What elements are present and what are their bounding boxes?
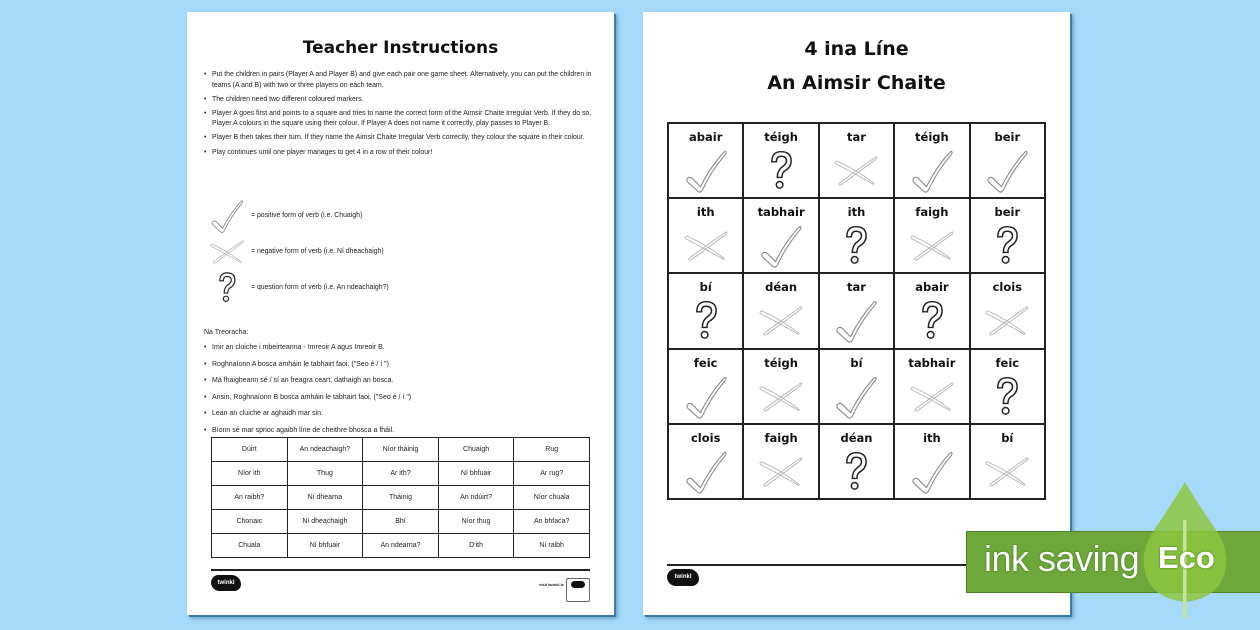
irish-instruction-item: • Má fhaigheann sé / sí an freagra ceart, dathaigh an bosca. (204, 376, 411, 386)
verb-label: clois (690, 430, 721, 445)
instruction-item: • Play continues until one player manages to get 4 in a row of their colour! (204, 148, 597, 159)
grid-cell (819, 424, 894, 499)
cross-icon (909, 223, 955, 269)
cross-icon (683, 223, 729, 269)
table-cell: Níor thug (438, 510, 514, 534)
grid-cell (894, 349, 969, 424)
grid-cell (668, 273, 743, 348)
table-cell: Chuaigh (438, 438, 514, 462)
table-row (212, 462, 590, 486)
verb-label: ith (847, 205, 866, 220)
verb-label: téigh (764, 130, 798, 144)
table-cell: Thug (287, 462, 363, 486)
table-cell: Níor chuala (514, 486, 590, 510)
instruction-item: • Player B then takes their turn. If they name the Aimsir Chaite Irregular Verb correctly, they colour the square in their colour. (204, 133, 597, 144)
verb-label: déan (840, 430, 873, 445)
cross-icon (984, 449, 1030, 495)
tick-icon (833, 374, 879, 420)
grid-cell (668, 198, 743, 273)
verb-label: ith (696, 205, 715, 220)
tick-icon (683, 449, 729, 495)
verb-label: téigh (764, 355, 798, 370)
twinkl-logo: twinkl (211, 575, 241, 591)
tick-icon (683, 374, 729, 420)
table-cell: Níor ith (212, 462, 288, 486)
grid-cell (819, 198, 894, 273)
verb-label: beir (994, 130, 1021, 144)
table-cell: Ní bhfuair (438, 462, 514, 486)
verb-label: déan (765, 280, 798, 295)
table-cell: Ní dheachaigh (287, 510, 363, 534)
verb-label: abair (689, 130, 723, 144)
irish-instructions-list (204, 343, 411, 443)
table-cell: Chuala (212, 534, 288, 558)
question-mark-icon (683, 298, 729, 344)
verb-label: tar (847, 130, 866, 144)
grid-cell (970, 349, 1045, 424)
tick-icon (909, 148, 955, 194)
ink-saving-label: ink saving (984, 538, 1140, 579)
instruction-item: • The children need two different coloured markers. (204, 95, 597, 106)
verb-label: téigh (915, 130, 949, 144)
table-cell: Dúirt (212, 438, 288, 462)
tick-icon (909, 449, 955, 495)
cross-icon (833, 148, 879, 194)
table-cell: Níor tháinig (363, 438, 439, 462)
grid-cell (819, 349, 894, 424)
grid-cell (668, 349, 743, 424)
cross-icon (209, 234, 245, 270)
irish-instruction-item: • Bíonn sé mar sprioc agaibh líne de cheithre bhosca a fháil. (204, 426, 411, 436)
table-cell: Bhí (363, 510, 439, 534)
grid-cell (743, 273, 818, 348)
teacher-instructions-page (187, 12, 614, 615)
grid-cell (668, 123, 743, 198)
grid-cell (743, 349, 818, 424)
verb-label: feic (995, 355, 1020, 370)
grid-cell (819, 123, 894, 198)
verb-label: tabhair (908, 355, 956, 370)
tick-icon (984, 148, 1030, 194)
grid-cell (894, 123, 969, 198)
verb-label: tar (847, 280, 866, 295)
irish-instruction-item: • Lean an cluiche ar aghaidh mar sin. (204, 409, 411, 419)
page-title: Teacher Instructions (302, 38, 499, 58)
verb-label: tabhair (757, 205, 805, 220)
cross-icon (984, 298, 1030, 344)
tick-icon (209, 198, 245, 234)
game-subtitle: An Aimsir Chaite (767, 72, 946, 94)
grid-cell (819, 273, 894, 348)
twinkl-logo: twinkl (667, 569, 699, 586)
table-cell: An ndúirt? (438, 486, 514, 510)
question-mark-icon (984, 374, 1030, 420)
question-mark-icon (909, 298, 955, 344)
verb-label: abair (915, 280, 949, 295)
verb-label: feic (693, 355, 718, 370)
question-mark-icon (833, 449, 879, 495)
table-cell: An ndearna? (363, 534, 439, 558)
tick-icon (833, 298, 879, 344)
table-cell: Chonaic (212, 510, 288, 534)
table-cell: Ní dhearna (287, 486, 363, 510)
table-cell: Ní bhfuair (287, 534, 363, 558)
grid-cell (743, 198, 818, 273)
table-cell: Ar ith? (363, 462, 439, 486)
cross-icon (758, 449, 804, 495)
table-row (212, 486, 590, 510)
grid-cell (894, 424, 969, 499)
question-mark-icon (758, 148, 804, 194)
eco-label: Eco (1158, 540, 1215, 575)
footer-divider (211, 569, 590, 571)
verb-label: bí (1001, 430, 1014, 445)
instruction-item: • Player A goes first and points to a square and tries to name the correct form of the Aimsir Chaite Irregular Verb. If they do so, Player A colours in the square using their colour. If Player A does not name it correctly, play passes to Player B. (204, 109, 597, 130)
table-cell: Rug (514, 438, 590, 462)
grid-cell (970, 273, 1045, 348)
grid-cell (970, 424, 1045, 499)
answers-table (211, 437, 590, 558)
question-mark-icon (833, 223, 879, 269)
quality-badge-icon (566, 578, 590, 602)
table-row (212, 510, 590, 534)
grid-cell (894, 198, 969, 273)
game-sheet-page (643, 12, 1070, 615)
tick-icon (758, 223, 804, 269)
question-mark-icon (984, 223, 1030, 269)
game-title: 4 ina Líne (804, 38, 909, 60)
verb-label: beir (994, 205, 1021, 220)
table-cell: Ar rug? (514, 462, 590, 486)
game-grid (667, 122, 1046, 500)
irish-instruction-item: • Ansin, Roghnaíonn B bosca amháin le tabhairt faoi. ("Seo é / í ") (204, 393, 411, 403)
table-row (212, 438, 590, 462)
instruction-item: • Put the children in pairs (Player A and Player B) and give each pair one game sheet. Alternatively, you can put the children in teams (A and B) with two or three players on each team. (204, 70, 597, 91)
verb-label: bí (699, 280, 712, 295)
table-cell: An raibh? (212, 486, 288, 510)
verb-label: faigh (915, 205, 949, 220)
table-cell: Ní raibh (514, 534, 590, 558)
verb-label: clois (992, 280, 1023, 295)
cross-icon (909, 374, 955, 420)
verb-label: bí (850, 355, 863, 370)
legend-text: = positive form of verb (i.e. Chuaigh) (251, 212, 363, 219)
grid-cell (743, 424, 818, 499)
table-cell: D'ith (438, 534, 514, 558)
question-mark-icon (209, 270, 245, 306)
legend-text: = question form of verb (i.e. An ndeachaigh?) (251, 284, 389, 291)
tick-icon (683, 148, 729, 194)
verb-label: ith (923, 430, 941, 445)
irish-instructions-heading: Na Treoracha: (204, 329, 249, 336)
grid-cell (970, 123, 1045, 198)
irish-instruction-item: • Imir an cluiche i mbeirteanna - Imreoir A agus Imreoir B. (204, 343, 411, 353)
legend-text: = negative form of verb (i.e. Ní dheachaigh) (251, 248, 384, 255)
grid-cell (668, 424, 743, 499)
table-row (212, 534, 590, 558)
verb-label: faigh (764, 430, 798, 445)
cross-icon (758, 374, 804, 420)
table-cell: An ndeachaigh? (287, 438, 363, 462)
irish-instruction-item: • Roghnaíonn A bosca amháin le tabhairt faoi. ("Seo é / í ") (204, 360, 411, 370)
grid-cell (894, 273, 969, 348)
grid-cell (970, 198, 1045, 273)
table-cell: Tháinig (363, 486, 439, 510)
instructions-list (204, 70, 597, 162)
cross-icon (758, 298, 804, 344)
table-cell: An bhfaca? (514, 510, 590, 534)
visit-link-text: visit twinkl.ie (539, 582, 564, 587)
grid-cell (743, 123, 818, 198)
